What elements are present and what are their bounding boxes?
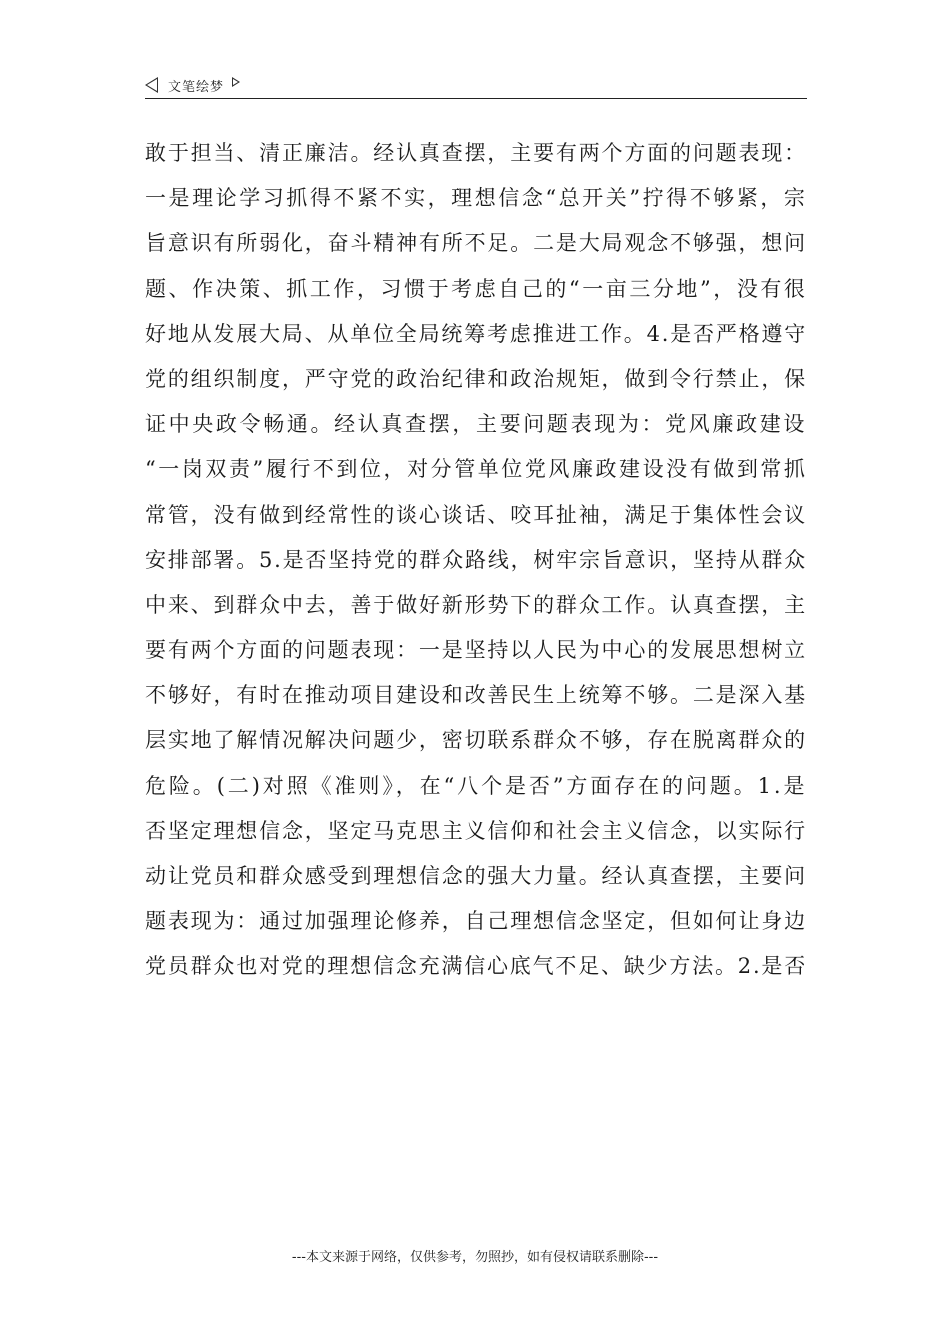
triangle-right-icon bbox=[232, 77, 240, 87]
text-line: 党员群众也对党的理想信念充满信心底气不足、缺少方法。2.是否 bbox=[145, 954, 808, 979]
text-line: “一岗双责”履行不到位，对分管单位党风廉政建设没有做到常抓 bbox=[145, 457, 808, 482]
text-line: 敢于担当、清正廉洁。经认真查摆，主要有两个方面的问题表现： bbox=[145, 141, 807, 165]
text-line: 一是理论学习抓得不紧不实，理想信念“总开关”拧得不够紧，宗 bbox=[145, 186, 808, 211]
text-line: 危险。(二)对照《准则》，在“八个是否”方面存在的问题。1.是 bbox=[145, 773, 808, 798]
triangle-left-icon bbox=[145, 77, 158, 93]
document-body bbox=[145, 131, 807, 990]
text-line: 要有两个方面的问题表现：一是坚持以人民为中心的发展思想树立 bbox=[145, 638, 807, 663]
text-line: 党的组织制度，严守党的政治纪律和政治规矩，做到令行禁止，保 bbox=[145, 366, 807, 391]
text-line: 常管，没有做到经常性的谈心谈话、咬耳扯袖，满足于集体性会议 bbox=[145, 502, 807, 527]
text-line: 中来、到群众中去，善于做好新形势下的群众工作。认真查摆，主 bbox=[145, 592, 807, 617]
text-line: 不够好，有时在推动项目建设和改善民生上统筹不够。二是深入基 bbox=[145, 683, 807, 708]
text-line: 好地从发展大局、从单位全局统筹考虑推进工作。4.是否严格遵守 bbox=[145, 321, 808, 346]
page-header bbox=[145, 72, 807, 99]
text-line: 题表现为：通过加强理论修养，自己理想信念坚定，但如何让身边 bbox=[145, 909, 807, 934]
text-line: 旨意识有所弱化，奋斗精神有所不足。二是大局观念不够强，想问 bbox=[145, 231, 807, 256]
text-line: 题、作决策、抓工作，习惯于考虑自己的“一亩三分地”，没有很 bbox=[145, 276, 808, 301]
text-line: 否坚定理想信念，坚定马克思主义信仰和社会主义信念，以实际行 bbox=[145, 818, 807, 843]
text-line: 证中央政令畅通。经认真查摆，主要问题表现为：党风廉政建设 bbox=[145, 412, 807, 437]
text-line: 层实地了解情况解决问题少，密切联系群众不够，存在脱离群众的 bbox=[145, 728, 807, 753]
footer-notice: ---本文来源于网络，仅供参考，勿照抄，如有侵权请联系删除--- bbox=[291, 1250, 659, 1265]
header-brand: 文笔绘梦 bbox=[168, 79, 225, 95]
text-line: 动让党员和群众感受到理想信念的强大力量。经认真查摆，主要问 bbox=[145, 864, 807, 888]
text-line: 安排部署。5.是否坚持党的群众路线，树牢宗旨意识，坚持从群众 bbox=[145, 547, 808, 572]
